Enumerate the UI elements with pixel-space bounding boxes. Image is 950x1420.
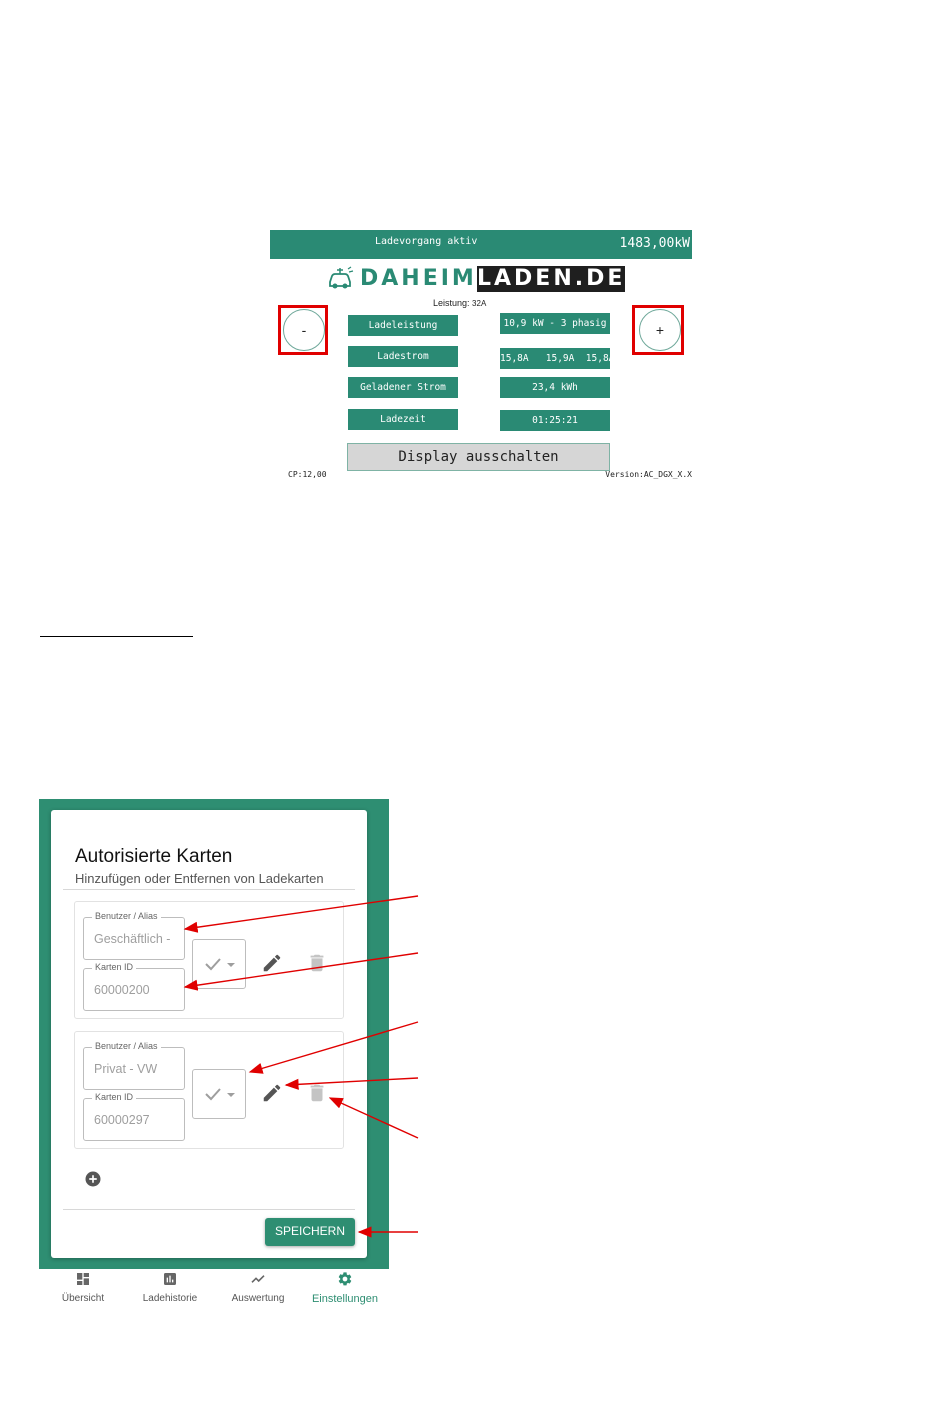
- value-ladezeit: 01:25:21: [500, 410, 610, 431]
- status-select[interactable]: [192, 939, 246, 989]
- card-id-value: 60000297: [94, 1113, 150, 1127]
- edit-pencil-icon[interactable]: [261, 1082, 283, 1104]
- alias-field[interactable]: [83, 1041, 185, 1090]
- footer-divider: [63, 1209, 355, 1210]
- card-id-label: Karten ID: [92, 1092, 136, 1102]
- delete-trash-icon[interactable]: [306, 952, 328, 974]
- header-divider: [63, 889, 355, 890]
- card-entry: [74, 1031, 344, 1149]
- check-dropdown-icon: [203, 954, 237, 974]
- logo-text-daheim: DAHEIM: [360, 266, 477, 291]
- increase-current-button[interactable]: +: [639, 309, 681, 351]
- app-screenshot: [39, 799, 389, 1309]
- dialog-title: Autorisierte Karten: [75, 846, 233, 867]
- value-ladeleistung: 10,9 kW - 3 phasig: [500, 313, 610, 334]
- save-button[interactable]: SPEICHERN: [265, 1218, 355, 1246]
- label-ladestrom: Ladestrom: [348, 346, 458, 367]
- nav-label: Einstellungen: [311, 1293, 379, 1305]
- nav-item-einstellungen[interactable]: [303, 1271, 387, 1305]
- power-label: Leistung:: [433, 298, 470, 308]
- alias-value: Geschäftlich -: [94, 932, 171, 946]
- nav-item-uebersicht[interactable]: [41, 1271, 125, 1304]
- status-select[interactable]: [192, 1069, 246, 1119]
- dashboard-icon: [75, 1271, 91, 1287]
- display-header: [270, 230, 692, 259]
- alias-label: Benutzer / Alias: [92, 911, 161, 921]
- decrease-current-button[interactable]: -: [283, 309, 325, 351]
- trend-line-icon: [249, 1271, 267, 1287]
- add-card-plus-icon[interactable]: [84, 1170, 102, 1188]
- underline-divider: [40, 636, 193, 637]
- card-id-label: Karten ID: [92, 962, 136, 972]
- alias-label: Benutzer / Alias: [92, 1041, 161, 1051]
- power-value: 32A: [472, 299, 487, 308]
- edit-pencil-icon[interactable]: [261, 952, 283, 974]
- charging-status: Ladevorgang aktiv: [375, 236, 478, 247]
- authorized-cards-dialog: [51, 810, 367, 1258]
- value-geladener-strom: 23,4 kWh: [500, 377, 610, 398]
- bar-chart-icon: [162, 1271, 178, 1287]
- nav-label: Auswertung: [231, 1293, 285, 1304]
- power-setting: [433, 298, 486, 308]
- label-ladeleistung: Ladeleistung: [348, 315, 458, 336]
- gear-icon: [337, 1271, 353, 1287]
- energy-readout: 1483,00kW: [619, 236, 690, 251]
- delete-trash-icon[interactable]: [306, 1082, 328, 1104]
- nav-label: Übersicht: [61, 1293, 105, 1304]
- label-geladener-strom: Geladener Strom: [348, 377, 458, 398]
- version-readout: Version:AC_DGX_X.X: [605, 470, 692, 479]
- card-id-field[interactable]: [83, 962, 185, 1011]
- nav-item-auswertung[interactable]: [216, 1271, 300, 1304]
- alias-field[interactable]: [83, 911, 185, 960]
- charger-display: [270, 230, 694, 482]
- cp-readout: CP:12,00: [288, 470, 327, 479]
- alias-value: Privat - VW: [94, 1062, 158, 1076]
- dialog-subtitle: Hinzufügen oder Entfernen von Ladekarten: [75, 871, 324, 886]
- nav-label: Ladehistorie: [142, 1293, 198, 1304]
- card-entry: [74, 901, 344, 1019]
- card-id-field[interactable]: [83, 1092, 185, 1141]
- car-plug-logo-icon: [326, 266, 354, 290]
- value-ladestrom: 15,8A 15,9A 15,8A: [500, 348, 610, 369]
- display-off-button[interactable]: Display ausschalten: [347, 443, 610, 471]
- check-dropdown-icon: [203, 1084, 237, 1104]
- bottom-navigation: [39, 1269, 389, 1309]
- card-id-value: 60000200: [94, 983, 150, 997]
- nav-item-ladehistorie[interactable]: [128, 1271, 212, 1304]
- logo-text-laden: LADEN.DE: [477, 266, 626, 291]
- label-ladezeit: Ladezeit: [348, 409, 458, 430]
